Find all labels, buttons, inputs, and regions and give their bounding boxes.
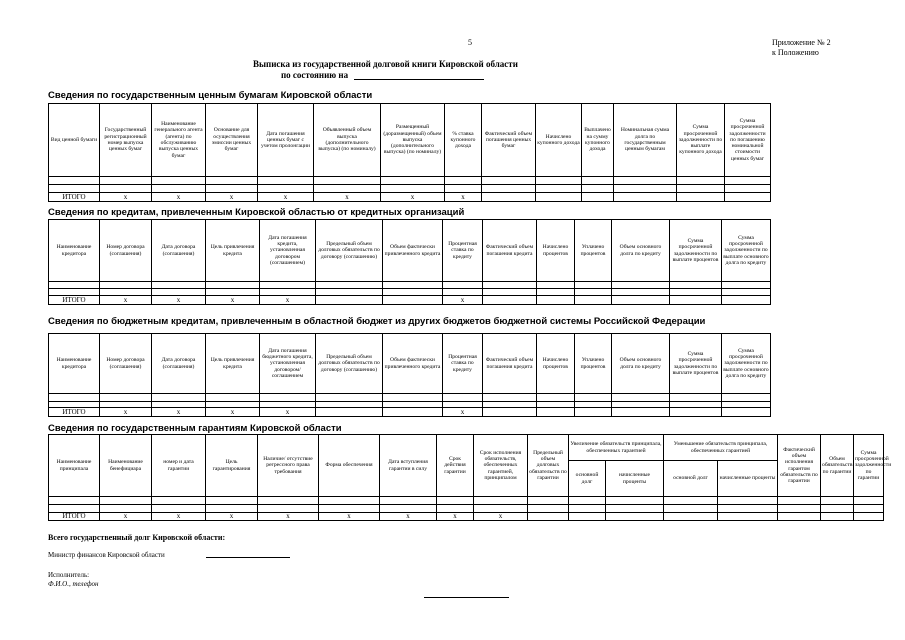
column-header: Номинальная сумма долга по государственным ценным бумагам (614, 104, 677, 177)
table-cell (664, 505, 718, 513)
column-header: Предельный объем долговых обязательств по договору (соглашению) (316, 334, 383, 394)
total-mark: x (100, 296, 152, 305)
appendix-line-1: Приложение № 2 (772, 38, 831, 47)
column-header: Государственный регистрационный номер выпуска ценных бумаг (100, 104, 152, 177)
column-header: Уплачено процентов (575, 334, 612, 394)
table-cell (718, 505, 778, 513)
column-header: Вид ценной бумаги (49, 104, 100, 177)
table-cell (100, 394, 152, 402)
table-cell (854, 513, 884, 521)
minister-label: Министр финансов Кировской области (48, 551, 165, 559)
table-cell (537, 282, 575, 289)
total-mark: x (206, 408, 260, 417)
table-cell (612, 296, 670, 305)
table-cell (260, 289, 316, 296)
table-cell (537, 296, 575, 305)
column-header: Основание для осуществления эмиссии ценных бумаг (206, 104, 258, 177)
table-cell (383, 282, 443, 289)
table-cell (536, 193, 582, 202)
column-header: Объем основного долга по кредиту (612, 220, 670, 282)
total-debt-label: Всего государственный долг Кировской области: (48, 533, 226, 542)
table-cell (483, 296, 537, 305)
bottom-line (424, 597, 509, 598)
total-mark: x (258, 193, 314, 202)
appendix-line-2: к Положению (772, 48, 819, 57)
table-cell (854, 497, 884, 505)
total-mark: x (381, 193, 445, 202)
budget-credits-table (48, 333, 771, 417)
executor-fio: Ф.И.О., телефон (48, 580, 99, 588)
column-header: Срок исполнения обязательств, обеспеченных гарантией, принципалом (474, 435, 528, 497)
table-cell (474, 497, 528, 505)
subcolumn-header: начисленные проценты (606, 461, 664, 497)
column-header: Номер договора (соглашения) (100, 334, 152, 394)
table-cell (670, 296, 722, 305)
total-mark: x (445, 193, 482, 202)
document-title: Выписка из государственной долговой книги Кировской области (253, 59, 518, 69)
table-cell (677, 193, 725, 202)
subcolumn-header: основной долг (569, 461, 606, 497)
table-cell (575, 296, 612, 305)
column-header: Дата договора (соглашения) (152, 334, 206, 394)
table-cell (528, 505, 569, 513)
table-cell (722, 296, 771, 305)
table-cell (100, 497, 152, 505)
table-cell (49, 497, 100, 505)
table-cell (664, 513, 718, 521)
column-header: Размещенный (доразмещенный) объем выпуска (дополнительного выпуска) (по номиналу) (381, 104, 445, 177)
table-cell (443, 289, 483, 296)
column-header: % ставка купонного дохода (445, 104, 482, 177)
table-cell (722, 394, 771, 402)
column-header: Наименование принципала (49, 435, 100, 497)
table-cell (664, 497, 718, 505)
total-mark: x (206, 513, 258, 521)
guarantees-heading: Сведения по государственным гарантиям Кировской области (48, 423, 342, 434)
table-cell (537, 408, 575, 417)
total-mark: x (437, 513, 474, 521)
securities-table (48, 103, 771, 202)
table-cell (778, 505, 821, 513)
column-header: Начислено процентов (537, 334, 575, 394)
table-cell (670, 394, 722, 402)
table-cell (612, 408, 670, 417)
table-cell (606, 505, 664, 513)
total-mark: x (152, 513, 206, 521)
column-header: Цель гарантирования (206, 435, 258, 497)
table-cell (443, 282, 483, 289)
table-cell (821, 505, 854, 513)
table-cell (722, 408, 771, 417)
table-cell (314, 177, 381, 185)
table-cell (537, 289, 575, 296)
table-cell (854, 505, 884, 513)
table-cell (319, 497, 380, 505)
table-cell (314, 185, 381, 193)
column-header: Объем основного долга по кредиту (612, 334, 670, 394)
column-header: Объявленный объем выпуска (дополнительного выпуска) (по номиналу) (314, 104, 381, 177)
total-mark: x (443, 296, 483, 305)
column-header: Объем фактически привлеченного кредита (383, 334, 443, 394)
table-cell (316, 289, 383, 296)
table-cell (49, 289, 100, 296)
table-cell (316, 282, 383, 289)
table-cell (437, 497, 474, 505)
table-cell (206, 394, 260, 402)
table-cell (606, 513, 664, 521)
column-header: Наименование генерального агента (агента) по обслуживанию выпуска ценных бумаг (152, 104, 206, 177)
column-header: Дата погашения бюджетного кредита, установленная договором/соглашением (260, 334, 316, 394)
column-header: Цель привлечения кредита (206, 334, 260, 394)
column-header: Начислено купонного дохода (536, 104, 582, 177)
table-cell (614, 193, 677, 202)
document-date-line (281, 70, 484, 80)
table-cell (380, 497, 437, 505)
column-header: Фактический объем погашения ценных бумаг (482, 104, 536, 177)
table-cell (49, 185, 100, 193)
total-mark: x (100, 408, 152, 417)
table-cell (569, 497, 606, 505)
column-header: Выплачено на сумму купонного дохода (582, 104, 614, 177)
table-cell (575, 408, 612, 417)
column-header: Процентная ставка по кредиту (443, 334, 483, 394)
table-cell (445, 185, 482, 193)
table-cell (778, 513, 821, 521)
column-header: Фактический объем погашения кредита (483, 334, 537, 394)
column-header: Сумма просроченной задолженности по выплате процентов (670, 334, 722, 394)
table-cell (483, 289, 537, 296)
total-mark: x (380, 513, 437, 521)
total-mark: x (100, 193, 152, 202)
column-header: Сумма просроченной задолженности по выплате основного долга по кредиту (722, 334, 771, 394)
column-header: Номер договора (соглашения) (100, 220, 152, 282)
table-cell (582, 193, 614, 202)
table-cell (725, 177, 771, 185)
column-header: Фактический объем исполнения гарантом обязательств по гарантии (778, 435, 821, 497)
table-cell (316, 296, 383, 305)
table-cell (383, 408, 443, 417)
total-mark: x (260, 296, 316, 305)
table-cell (718, 513, 778, 521)
table-cell (482, 193, 536, 202)
column-header: Наименование бенефициара (100, 435, 152, 497)
table-cell (258, 497, 319, 505)
column-header: Дата вступления гарантии в силу (380, 435, 437, 497)
table-cell (206, 185, 258, 193)
table-cell (821, 497, 854, 505)
table-cell (582, 185, 614, 193)
table-cell (381, 177, 445, 185)
column-header: Объем фактически привлеченного кредита (383, 220, 443, 282)
column-header: Предельный объем долговых обязательств по договору (соглашению) (316, 220, 383, 282)
table-cell (316, 394, 383, 402)
table-cell (528, 497, 569, 505)
total-mark: x (206, 296, 260, 305)
table-cell (483, 408, 537, 417)
table-cell (206, 497, 258, 505)
column-header: Дата погашения ценных бумаг с учетом пролонгации (258, 104, 314, 177)
total-mark: x (152, 296, 206, 305)
table-cell (537, 394, 575, 402)
table-cell (152, 282, 206, 289)
table-cell (614, 185, 677, 193)
table-cell (725, 185, 771, 193)
table-cell (383, 394, 443, 402)
table-cell (383, 289, 443, 296)
column-header: Наличие/ отсутствие регрессного права требования (258, 435, 319, 497)
table-cell (670, 289, 722, 296)
column-header: Наименование кредитора (49, 334, 100, 394)
table-cell (606, 497, 664, 505)
group-header-decrease: Уменьшение обязательств принципала, обеспеченных гарантией (664, 435, 778, 461)
guarantees-table (48, 434, 892, 521)
total-mark: x (152, 408, 206, 417)
column-header: Сумма просроченной задолженности по выплате процентов (670, 220, 722, 282)
column-header: Дата договора (соглашения) (152, 220, 206, 282)
total-label: ИТОГО (49, 513, 100, 521)
date-label: по состоянию на (281, 70, 349, 80)
table-cell (482, 185, 536, 193)
table-cell (575, 282, 612, 289)
table-cell (260, 394, 316, 402)
total-mark: x (258, 513, 319, 521)
table-cell (206, 282, 260, 289)
table-cell (100, 185, 152, 193)
total-mark: x (206, 193, 258, 202)
total-label: ИТОГО (49, 193, 100, 202)
column-header: Форма обеспечения (319, 435, 380, 497)
total-label: ИТОГО (49, 296, 100, 305)
table-cell (614, 177, 677, 185)
table-cell (582, 177, 614, 185)
total-mark: x (314, 193, 381, 202)
table-cell (569, 505, 606, 513)
table-cell (677, 185, 725, 193)
executor-label: Исполнитель: (48, 571, 90, 579)
table-cell (778, 497, 821, 505)
column-header: Процентная ставка по кредиту (443, 220, 483, 282)
table-cell (718, 497, 778, 505)
subcolumn-header: начисленные проценты (718, 461, 778, 497)
table-cell (575, 394, 612, 402)
table-cell (612, 289, 670, 296)
table-cell (443, 394, 483, 402)
table-cell (49, 177, 100, 185)
table-cell (670, 282, 722, 289)
table-cell (152, 394, 206, 402)
total-mark: x (260, 408, 316, 417)
column-header: Цель привлечения кредита (206, 220, 260, 282)
table-cell (260, 282, 316, 289)
table-cell (383, 296, 443, 305)
table-cell (536, 185, 582, 193)
table-cell (100, 289, 152, 296)
subcolumn-header: основной долг (664, 461, 718, 497)
table-cell (100, 282, 152, 289)
column-header: Объем обязательств по гарантии (821, 435, 854, 497)
table-cell (677, 177, 725, 185)
page-number: 5 (468, 38, 472, 47)
table-cell (445, 177, 482, 185)
table-cell (612, 282, 670, 289)
table-cell (482, 177, 536, 185)
column-header: Наименование кредитора (49, 220, 100, 282)
column-header: Начислено процентов (537, 220, 575, 282)
table-cell (722, 289, 771, 296)
total-mark: x (474, 513, 528, 521)
column-header: Срок действия гарантии (437, 435, 474, 497)
table-cell (670, 408, 722, 417)
total-mark: x (100, 513, 152, 521)
appendix-note (772, 38, 831, 58)
table-cell (152, 289, 206, 296)
credits-table (48, 219, 771, 305)
total-label: ИТОГО (49, 408, 100, 417)
table-cell (612, 394, 670, 402)
table-cell (528, 513, 569, 521)
column-header: Сумма просроченной задолженности по выплате купонного дохода (677, 104, 725, 177)
total-mark: x (152, 193, 206, 202)
table-cell (483, 282, 537, 289)
column-header: Сумма просроченной задолженности по погашению номинальной стоимости ценных бумаг (725, 104, 771, 177)
budget-credits-heading: Сведения по бюджетным кредитам, привлеченным в областной бюджет из других бюджетов бюджетной системы Российской Федерации (48, 316, 706, 327)
column-header: Фактический объем погашения кредита (483, 220, 537, 282)
column-header: номер и дата гарантии (152, 435, 206, 497)
table-cell (722, 282, 771, 289)
table-cell (569, 513, 606, 521)
table-cell (536, 177, 582, 185)
table-cell (316, 408, 383, 417)
table-cell (725, 193, 771, 202)
table-cell (381, 185, 445, 193)
total-mark: x (443, 408, 483, 417)
column-header: Сумма просроченной задолженности по гарантии (854, 435, 884, 497)
column-header: Сумма просроченной задолженности по выплате основного долга по кредиту (722, 220, 771, 282)
table-cell (575, 289, 612, 296)
table-cell (258, 177, 314, 185)
minister-signature-line (206, 557, 290, 558)
column-header: Дата погашения кредита, установленная договором (соглашением) (260, 220, 316, 282)
table-cell (483, 394, 537, 402)
table-cell (49, 394, 100, 402)
table-cell (100, 177, 152, 185)
table-cell (152, 185, 206, 193)
table-cell (258, 185, 314, 193)
column-header: Предельный объем долговых обязательств по гарантии (528, 435, 569, 497)
table-cell (206, 177, 258, 185)
date-blank (354, 70, 484, 80)
table-cell (49, 282, 100, 289)
table-cell (152, 177, 206, 185)
column-header: Уплачено процентов (575, 220, 612, 282)
securities-heading: Сведения по государственным ценным бумагам Кировской области (48, 90, 373, 101)
credits-heading: Сведения по кредитам, привлеченным Кировской областью от кредитных организаций (48, 207, 465, 218)
table-cell (206, 289, 260, 296)
group-header-increase: Увеличение обязательств принципала, обеспеченных гарантией (569, 435, 664, 461)
total-mark: x (319, 513, 380, 521)
table-cell (821, 513, 854, 521)
table-cell (152, 497, 206, 505)
